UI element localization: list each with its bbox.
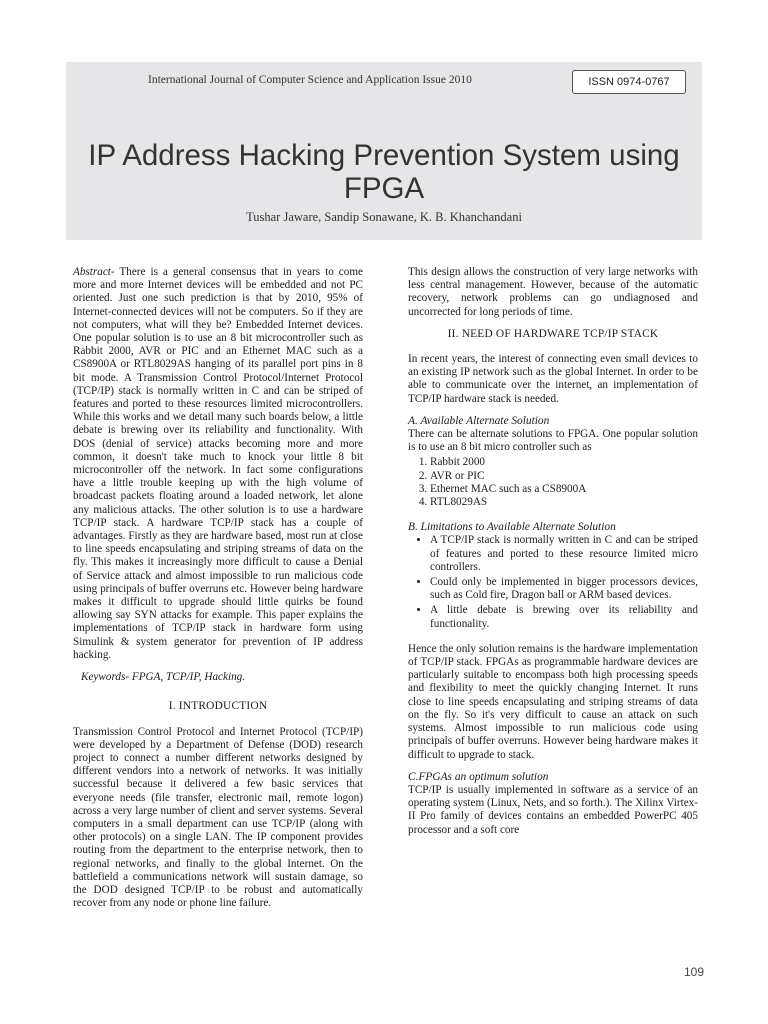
list-item: 3. Ethernet MAC such as a CS8900A xyxy=(430,483,698,496)
keywords: Keywords- FPGA, TCP/IP, Hacking. xyxy=(81,671,246,684)
limitations-list xyxy=(408,534,698,630)
subsection-heading-b: B. Limitations to Available Alternate Solution xyxy=(408,521,616,534)
list-item: 1. Rabbit 2000 xyxy=(430,456,698,469)
journal-name: International Journal of Computer Science and Application Issue 2010 xyxy=(148,74,472,86)
paragraph: This design allows the construction of very large networks with less central management. However, because of the automatic recovery, network problems can go undiagnosed and uncorrected for long periods of time. xyxy=(408,266,698,318)
authors: Tushar Jaware, Sandip Sonawane, K. B. Khanchandani xyxy=(246,210,522,224)
subsection-heading-a: A. Available Alternate Solution xyxy=(408,414,550,427)
left-column xyxy=(73,266,363,919)
list-item: • Could only be implemented in bigger processors devices, such as Cold fire, Dragon ball or ARM based devices. xyxy=(430,576,698,602)
introduction-text: Transmission Control Protocol and Internet Protocol (TCP/IP) were developed by a Department of Defense (DOD) research project to connect a number different networks designed by different vendors into a network of networks. It was initially successful because it delivered a few basic services that everyone needs (file transfer, electronic mail, remote logon) across a very large number of client and server systems. Several computers in a small department can use TCP/IP (along with other protocols) on a single LAN. The IP component provides routing from the department to the enterprise network, then to regional networks, and finally to the global Internet. On the battlefield a communications network will sustain damage, so the DOD designed TCP/IP to be robust and automatically recover from any node or phone line failure. xyxy=(73,725,363,910)
section-heading-introduction: I. INTRODUCTION xyxy=(168,700,268,713)
subsection-heading-c: C.FPGAs an optimum solution xyxy=(408,770,549,783)
paragraph: In recent years, the interest of connecting even small devices to an existing IP network such as the global Internet. In order to be able to communicate over the internet, an implementation of TCP/IP hardware stack is needed. xyxy=(408,353,698,405)
list-item: 2. AVR or PIC xyxy=(430,470,698,483)
abstract-text: There is a general consensus that in years to come more and more Internet devices will be embedded and not PC oriented. Just one such prediction is that by 2010, 95% of Internet-connected devices will not be computers. So if they are not computers, what will they be? Embedded Internet devices. One popular solution is to use an 8 bit microcontroller such as Rabbit 2000, AVR or PIC and an Ethernet MAC such as a CS8900A or RTL8029AS hanging of its parallel port pins in 8 bit mode. A Transmission Control Protocol/Internet Protocol (TCP/IP) stack is normally written in C and can be striped of features and ported to these resources limited microcontrollers. While this works and we detail many such boards below, a little debate is brewing over its reliability and functionality. With DOS (denial of service) attacks becoming more and more common, it doesn't take much to knock your little 8 bit microcontroller off the network. In fact some configurations have a little trouble keeping up with the high volume of broadcast packets floating around a loaded network, let alone any malicious attacks. The other solution is to use a hardware TCP/IP stack. A hardware TCP/IP stack has a couple of advantages. Firstly as they are hardware based, most run at close to line speeds encapsulating and striping streams of data on the fly. This makes it increasingly more difficult to cause a Denial of Service attack and almost impossible to run malicious code using principals of buffer overruns etc. However being hardware makes it difficult to upgrade should little quirks be found allowing say SYN attacks for example. This paper explains the implementations of TCP/IP stack in hardware form using Simulink & system generator for prevention of IP address hacking. xyxy=(73,266,363,661)
subsection-a-text: There can be alternate solutions to FPGA. One popular solution is to use an 8 bit micro controller such as xyxy=(408,428,698,454)
abstract-label: Abstract- xyxy=(73,266,115,278)
paper-title: IP Address Hacking Prevention System using FPGA xyxy=(88,139,680,205)
list-item: 4. RTL8029AS xyxy=(430,496,698,509)
list-item: • A little debate is brewing over its reliability and functionality. xyxy=(430,604,698,630)
right-column xyxy=(408,266,698,846)
issn-badge: ISSN 0974-0767 xyxy=(572,70,686,94)
list-item: • A TCP/IP stack is normally written in C and can be striped of features and ported to these resource limited micro controllers. xyxy=(430,534,698,574)
section-heading-need: II. NEED OF HARDWARE TCP/IP STACK xyxy=(447,327,659,340)
paragraph: Hence the only solution remains is the hardware implementation of TCP/IP stack. FPGAs as programmable hardware devices are particularly suitable to encompass both high processing speeds and flexibility to meet the quickly changing Internet. It runs close to line speeds encapsulating and striping streams of data on the fly. So it's very difficult to cause an attack on such systems. Almost impossible to run malicious code using principals of buffer overruns. However being hardware makes it difficult to upgrade to stack. xyxy=(408,642,698,761)
alternate-solution-list xyxy=(408,456,698,509)
page-number: 109 xyxy=(683,965,704,979)
abstract xyxy=(73,266,363,662)
paragraph: TCP/IP is usually implemented in software as a service of an operating system (Linux, Nets, and so forth.). The Xilinx Virtex-II Pro family of devices contains an embedded PowerPC 405 processor and a soft core xyxy=(408,783,698,836)
